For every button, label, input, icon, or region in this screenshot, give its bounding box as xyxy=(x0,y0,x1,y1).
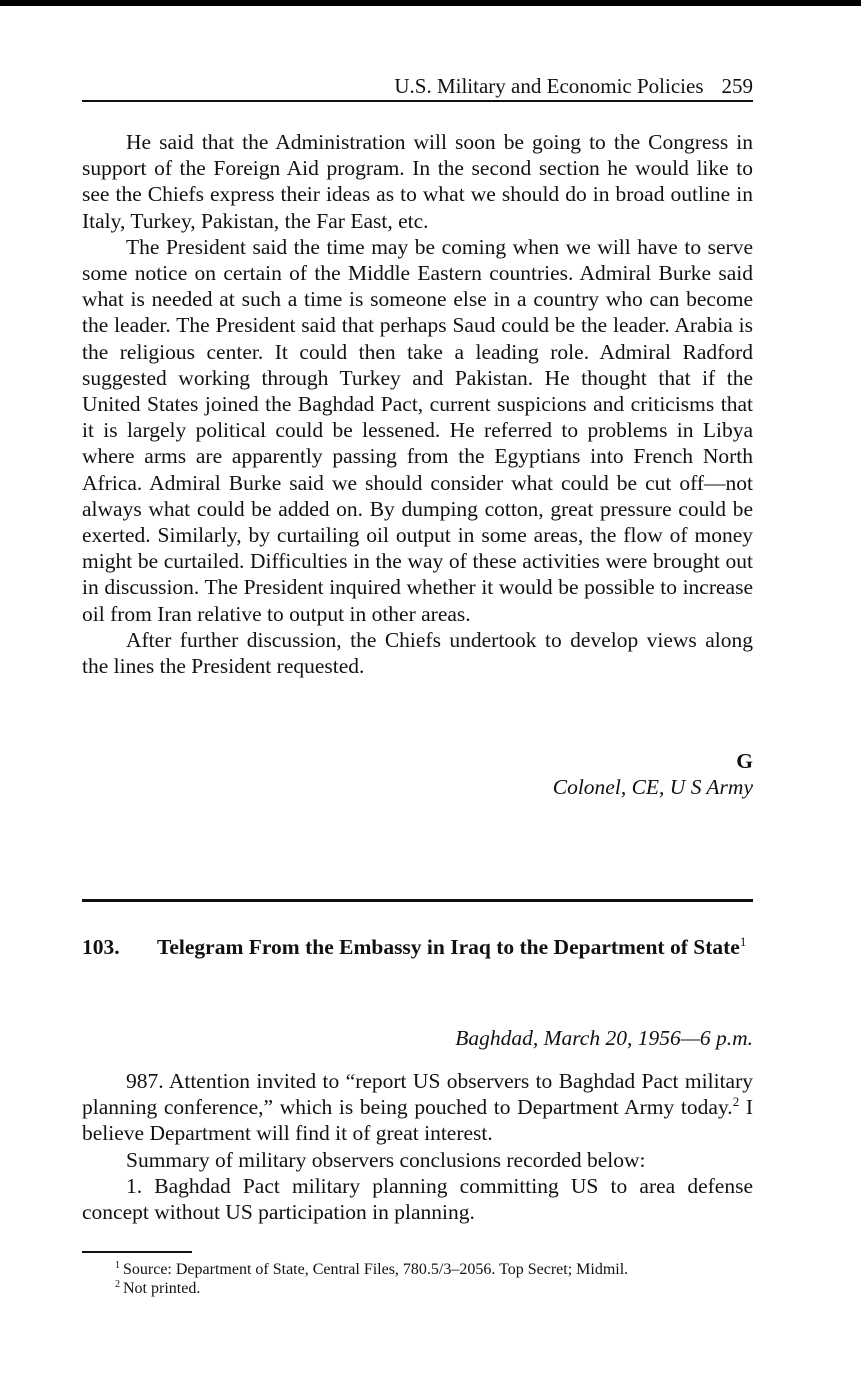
footnote-divider xyxy=(82,1251,192,1253)
footnote-ref: 1 xyxy=(739,933,747,949)
telegram-text: 987. Attention invited to “report US observers to Baghdad Pact military planning conference,” which is being pouched to Department Army today. xyxy=(82,1069,753,1120)
telegram-body xyxy=(82,1068,753,1225)
signature-title: Colonel, CE, U S Army xyxy=(552,775,753,799)
footnote-text: Not printed. xyxy=(123,1280,201,1297)
section-divider xyxy=(82,899,753,902)
telegram-paragraph: Summary of military observers conclusions recorded below: xyxy=(126,1147,646,1172)
footnotes xyxy=(115,1260,755,1298)
telegram-paragraph: 1. Baghdad Pact military planning committing US to area defense concept without US participation in planning. xyxy=(82,1173,753,1225)
page-number: 259 xyxy=(721,74,753,98)
running-title: U.S. Military and Economic Policies xyxy=(394,74,704,98)
footnote xyxy=(115,1260,755,1279)
memo-paragraph: The President said the time may be coming when we will have to serve some notice on certain of the Middle Eastern countries. Admiral Burke said what is needed at such a time is someone else in a country who can become the leader. The President said that perhaps Saud could be the leader. Arabia is the religious center. It could then take a leading role. Admiral Radford suggested working through Turkey and Pakistan. He thought that if the United States joined the Baghdad Pact, current suspicions and criticisms that it is largely political could be lessened. He referred to problems in Libya where arms are apparently passing from the Egyptians into French North Africa. Admiral Burke said we should consider what could be cut off—not always what could be added on. By dumping cotton, great pressure could be exerted. Similarly, by curtailing oil output in some areas, the flow of money might be curtailed. Difficulties in the way of these activities were brought out in discussion. The President inquired whether it would be possible to increase oil from Iran relative to output in other areas. xyxy=(82,234,753,626)
memo-body xyxy=(82,129,753,679)
memo-paragraph: He said that the Administration will soon be going to the Congress in support of the Foreign Aid program. In the second section he would like to see the Chiefs express their ideas as to what we should do in broad outline in Italy, Turkey, Pakistan, the Far East, etc. xyxy=(82,130,753,233)
running-head xyxy=(82,72,753,102)
footnote-text: Source: Department of State, Central Files, 780.5/3–2056. Top Secret; Midmil. xyxy=(123,1261,629,1278)
memo-paragraph: After further discussion, the Chiefs undertook to develop views along the lines the President requested. xyxy=(82,627,753,679)
telegram-paragraph xyxy=(82,1068,753,1147)
signature-initial: G xyxy=(736,749,753,773)
footnote-ref: 2 xyxy=(732,1094,740,1110)
document-title xyxy=(157,934,753,961)
dateline: Baghdad, March 20, 1956—6 p.m. xyxy=(455,1026,753,1050)
footnote-mark: 2 xyxy=(115,1278,120,1290)
document-number: 103. xyxy=(82,935,120,959)
telegram-text: I believe Department will find it of great interest. xyxy=(82,1095,753,1146)
footnote xyxy=(115,1279,755,1298)
footnote-mark: 1 xyxy=(115,1259,120,1271)
page-top-border xyxy=(0,0,861,6)
document-title-text: Telegram From the Embassy in Iraq to the Department of State xyxy=(157,935,740,959)
